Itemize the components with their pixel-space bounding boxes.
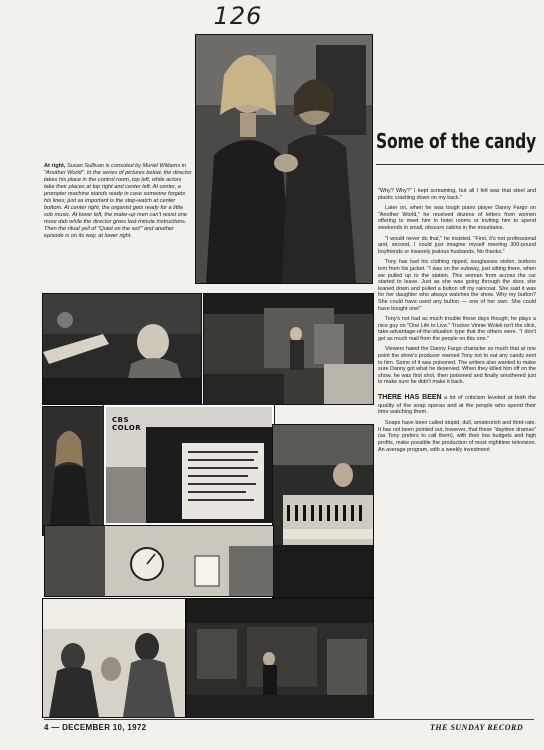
photo-organist (272, 424, 374, 598)
photo-quiet-on-set (186, 598, 374, 718)
makeup-image (43, 599, 185, 717)
article-body (378, 188, 536, 457)
handwritten-page-number: 126 (213, 2, 263, 30)
photo-caption: At right, Susan Sullivan is consoled by Muriel Williams in "Another World". In the series of pictures below, the director takes his place in the control room, top left, while actors take their places at top right and center left. At center, a prompter machine stands ready in case someone forgets his lines; just as important is the stop-watch at center bottom. At center right, the organist gets ready for a little sob music. At lower left, the make-up men can't resist one more dab while the director gives last-minute instructions. Then the ritual yell of "Quiet on the set!" and another episode is on its way, at lower right. (44, 163, 192, 239)
lead-photo-image (196, 35, 372, 283)
photo-prompter-machine (104, 405, 274, 525)
actress-center-left-image (43, 407, 105, 535)
organist-image (273, 425, 373, 597)
actors-set-image (204, 294, 373, 404)
photo-makeup (42, 598, 186, 718)
photo-actress-center-left (42, 406, 106, 536)
story-paragraph: Later on, when he was tough piano player Danny Fargo on "Another World," he received dozens of letters from women offering to meet him in hotel rooms or inviting him to spend weekends in small, obscure cabins in the mountains. (378, 205, 536, 231)
photo-control-room (42, 293, 202, 405)
story-paragraph: Tony's not had as much trouble these days though; he plays a nice guy on "One Life to Live." Trucker Vinnie Wolek isn't the slick, take-advantage-of-the-situation type that the others were. "I don't get as much mail from the people on this one." (378, 316, 536, 342)
photo-actors-set (203, 293, 374, 405)
footer-date: 4 — DECEMBER 10, 1972 (44, 723, 147, 732)
control-room-image (43, 294, 201, 404)
story-subhead: THERE HAS BEEN a lot of criticism leveled at both the quality of the soap operas and at the people who spend their time watching them. (378, 394, 537, 416)
headline-rule (376, 164, 544, 165)
footer-rule (44, 719, 534, 720)
stopwatch-image (45, 526, 273, 596)
headline: Some of the candy (376, 129, 536, 153)
story-paragraph: Viewers hated the Danny Fargo character so much that at one point the show's producer warned Tony not to eat any candy sent to him. Some of it was poisoned. The writers also wanted to make sure Danny got what he deserved. When they killed him off on the show, he was first shot, then poisoned and finally smothered just to make sure he didn't make it back. (378, 346, 536, 386)
story-paragraph: "Why? Why?" I kept screaming, but all I felt was that steel and plastic crashing down on my back." (378, 188, 536, 201)
story-paragraph: Tony has had his clothing ripped, sunglasses stolen, buttons torn from his jacket. "I was on the subway, just sitting there, when we pulled up to the station. This woman from across the car started to leave. Just as she was going through the door, she leaned down and pulled a button off my raincoat. She said it was for her daughter who always watches the show. Why my button? She could have used any button — one of her own. She could have bought one!" (378, 259, 536, 312)
footer-masthead: THE SUNDAY RECORD (430, 723, 524, 732)
story-closing-paragraph: Soaps have been called stupid, dull, amateurish and third-rate. It has not been pointed out, however, that these "daytime dramas" (as Tony prefers to call them), with their low budgets and high profits, make possible the production of most nighttime television. An average program, with a weekly investment (378, 420, 536, 453)
quiet-on-set-image (187, 599, 373, 717)
lead-photo (195, 34, 373, 284)
cbs-color-logo: CBS COLOR (112, 416, 142, 432)
photo-stopwatch (44, 525, 274, 597)
story-paragraph: "I would never do that," he insisted. "First, it's not professional and, second, I could just imagine myself meeting 300-pound boyfriends or insanely jealous husbands. No thanks." (378, 235, 536, 255)
